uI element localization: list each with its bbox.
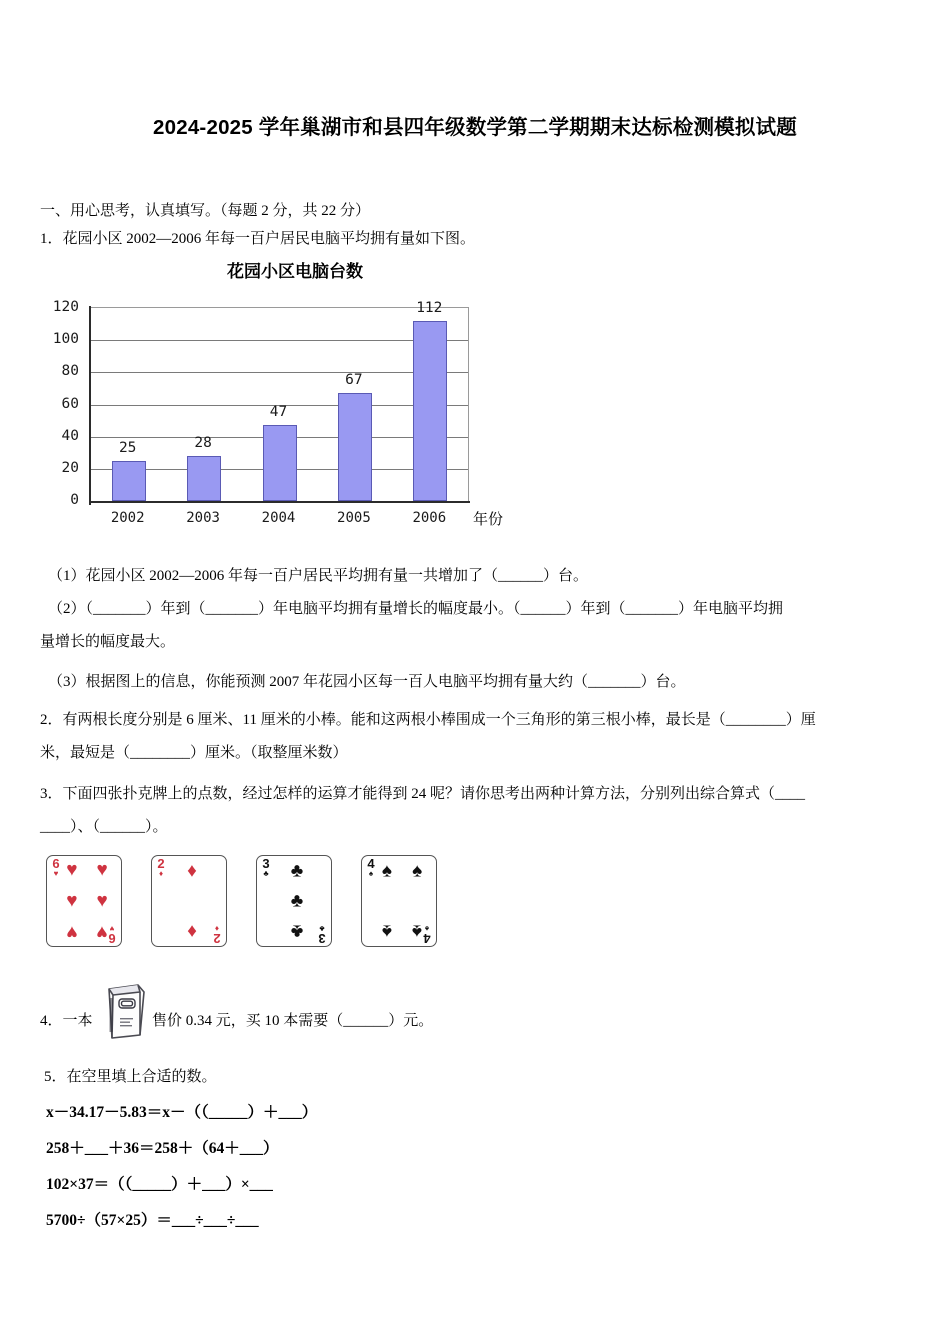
chart-value-label-2003: 28 (194, 434, 212, 451)
chart-x-tick-2003: 2003 (186, 510, 220, 526)
question-5-stem: 5．在空里填上合适的数。 (44, 1069, 217, 1085)
chart-bar-2004 (263, 425, 297, 501)
card-pip: ♣ (290, 920, 304, 942)
question-1-sub-1: （1）花园小区 2002—2006 年每一百户居民平均拥有量一共增加了（______）台。 (48, 568, 589, 584)
card-pip: ♠ (381, 860, 392, 882)
chart-gridline (91, 340, 468, 341)
card-pip: ♥ (66, 890, 78, 912)
chart-value-label-2006: 112 (416, 299, 443, 316)
chart-bar-2006 (413, 321, 447, 501)
chart-x-tick-2002: 2002 (110, 510, 145, 526)
chart-y-tick-60: 60 (61, 395, 79, 412)
chart-gridline (91, 372, 468, 373)
chart-x-axis (89, 501, 470, 503)
question-1-stem: 1．花园小区 2002—2006 年每一百户居民电脑平均拥有量如下图。 (40, 231, 476, 247)
chart-y-axis (89, 306, 91, 505)
question-1-sub-2-line-1: （2）（_______）年到（_______）年电脑平均拥有量增长的幅度最小。（______）年到（_______）年电脑平均拥 (48, 601, 784, 617)
card-six-of-hearts (46, 855, 122, 947)
card-corner-top-left: 4 ♠ (367, 856, 375, 879)
playing-cards-group (46, 855, 466, 950)
card-pip: ♥ (66, 859, 78, 881)
card-pip: ♦ (187, 920, 197, 942)
card-four-of-spades (361, 855, 437, 947)
card-pip: ♠ (412, 860, 423, 882)
chart-bar-2003 (187, 456, 221, 501)
card-pip: ♥ (96, 890, 108, 912)
card-pip: ♥ (96, 921, 108, 943)
chart-x-tick-2005: 2005 (337, 510, 371, 526)
card-two-of-diamonds (151, 855, 227, 947)
card-corner-bottom-right: 3 ♣ (318, 923, 326, 946)
bar-chart (35, 252, 555, 547)
chart-y-tick-120: 120 (52, 299, 79, 315)
chart-bar-2005 (338, 393, 372, 501)
card-corner-bottom-right: 4 ♠ (423, 923, 431, 946)
chart-y-tick-40: 40 (61, 427, 79, 444)
question-5-equation-4: 5700÷（57×25）＝___÷___÷___ (46, 1212, 259, 1229)
chart-y-tick-80: 80 (61, 363, 79, 380)
question-2-line-1: 2．有两根长度分别是 6 厘米、11 厘米的小棒。能和这两根小棒围成一个三角形的第三根小棒，最长是（________）厘 (40, 712, 816, 728)
card-pip: ♠ (412, 920, 423, 942)
card-pip: ♣ (290, 860, 304, 882)
question-5-equation-1: x－34.17－5.83＝x－（（_____）＋___） (46, 1104, 318, 1121)
chart-y-tick-0: 0 (70, 492, 79, 508)
chart-value-label-2002: 25 (118, 439, 137, 456)
chart-x-tick-2006: 2006 (412, 510, 447, 526)
chart-bar-2002 (112, 461, 146, 501)
card-corner-top-left: 3 ♣ (262, 856, 270, 879)
chart-y-tick-100: 100 (52, 331, 79, 348)
chart-title: 花园小区电脑台数 (227, 262, 363, 281)
card-pip: ♥ (96, 859, 108, 881)
notebook-sketch-icon (100, 982, 150, 1040)
chart-value-label-2004: 47 (269, 404, 288, 421)
card-corner-top-left: 2 ♦ (157, 856, 165, 879)
card-three-of-clubs (256, 855, 332, 947)
card-pip: ♣ (290, 890, 304, 912)
card-corner-bottom-right: 6 ♥ (108, 923, 116, 946)
chart-y-tick-20: 20 (61, 459, 79, 476)
section-heading: 一、用心思考，认真填写。（每题 2 分，共 22 分） (40, 203, 371, 219)
question-4-suffix: 售价 0.34 元，买 10 本需要（______）元。 (152, 1013, 434, 1029)
question-1-sub-2-line-2: 量增长的幅度最大。 (40, 634, 176, 650)
question-3-line-1: 3．下面四张扑克牌上的点数，经过怎样的运算才能得到 24 呢？请你思考出两种计算方法，分别列出综合算式（____ (40, 786, 806, 802)
card-pip: ♥ (66, 921, 78, 943)
question-5-equation-2: 258＋___＋36＝258＋（64＋___） (46, 1140, 279, 1157)
question-4-prefix: 4．一本 (40, 1013, 93, 1029)
question-1-sub-3: （3）根据图上的信息，你能预测 2007 年花园小区每一百人电脑平均拥有量大约（_______）台。 (48, 674, 686, 690)
card-pip: ♠ (381, 920, 392, 942)
card-corner-top-left: 6 ♥ (52, 856, 60, 879)
question-5-equation-3: 102×37＝（（_____）＋___）×___ (46, 1176, 273, 1193)
card-pip: ♦ (187, 860, 197, 882)
question-2-line-2: 米，最短是（________）厘米。（取整厘米数） (40, 745, 348, 761)
question-3-line-2: ____）、（______）。 (40, 819, 168, 835)
card-corner-bottom-right: 2 ♦ (213, 923, 221, 946)
chart-value-label-2005: 67 (345, 372, 363, 389)
chart-x-tick-2004: 2004 (261, 510, 296, 526)
chart-x-axis-label: 年份 (473, 511, 504, 528)
page-title: 2024-2025 学年巢湖市和县四年级数学第二学期期末达标检测模拟试题 (153, 116, 797, 139)
